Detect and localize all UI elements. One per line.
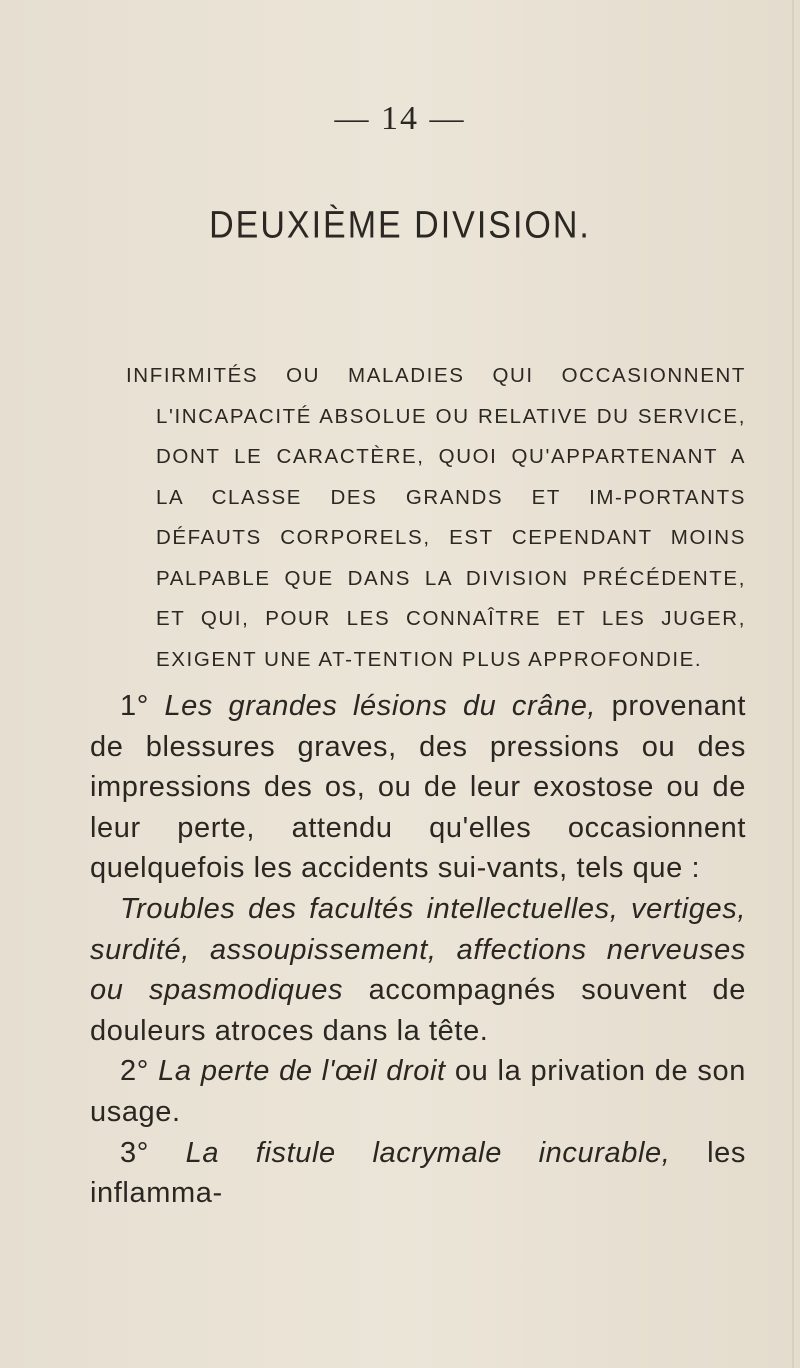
item-2-italic: La perte de l'œil droit xyxy=(158,1055,446,1088)
item-3-text: les inflamma- xyxy=(90,1136,746,1210)
body-text xyxy=(90,686,746,1214)
item-1-number: 1° xyxy=(120,690,149,722)
item-3-italic: La fistule lacrymale incurable, xyxy=(185,1136,671,1169)
item-symptoms-paragraph xyxy=(90,889,746,1051)
item-2-number: 2° xyxy=(120,1055,149,1088)
item-2-text: ou la privation de son usage. xyxy=(90,1055,746,1128)
item-symptoms-text: accompagnés souvent de douleurs atroces dans la tête. xyxy=(90,974,746,1047)
item-3-paragraph xyxy=(90,1133,746,1214)
division-title: DEUXIÈME DIVISION. xyxy=(209,203,591,247)
item-symptoms-italic: Troubles des facultés intellectuelles, vertiges, surdité, assoupissement, affections nerveuses ou spasmodiques xyxy=(90,892,746,1007)
page-number: — 14 — xyxy=(334,100,466,137)
item-1-italic: Les grandes lésions du crâne, xyxy=(164,690,597,722)
section-heading: INFIRMITÉS OU MALADIES QUI OCCASIONNENT L'INCAPACITÉ ABSOLUE OU RELATIVE DU SERVICE, DONT LE CARACTÈRE, QUOI QU'APPARTENANT A LA CLASSE DES GRANDS ET IM-PORTANTS DÉFAUTS CORPORELS, EST CEPENDANT MOINS PALPABLE QUE DANS LA DIVISION PRÉCÉDENTE, ET QUI, POUR LES CONNAÎTRE ET LES JUGER, EXIGENT UNE AT-TENTION PLUS APPROFONDIE. xyxy=(126,364,746,671)
item-2-paragraph xyxy=(90,1051,746,1132)
item-1-paragraph xyxy=(90,686,746,889)
item-3-number: 3° xyxy=(120,1136,149,1169)
item-1-text: provenant de blessures graves, des pressions ou des impressions des os, ou de leur exostose ou de leur perte, attendu qu'elles occasionnent quelquefois les accidents sui-vants, tels que : xyxy=(90,690,746,885)
